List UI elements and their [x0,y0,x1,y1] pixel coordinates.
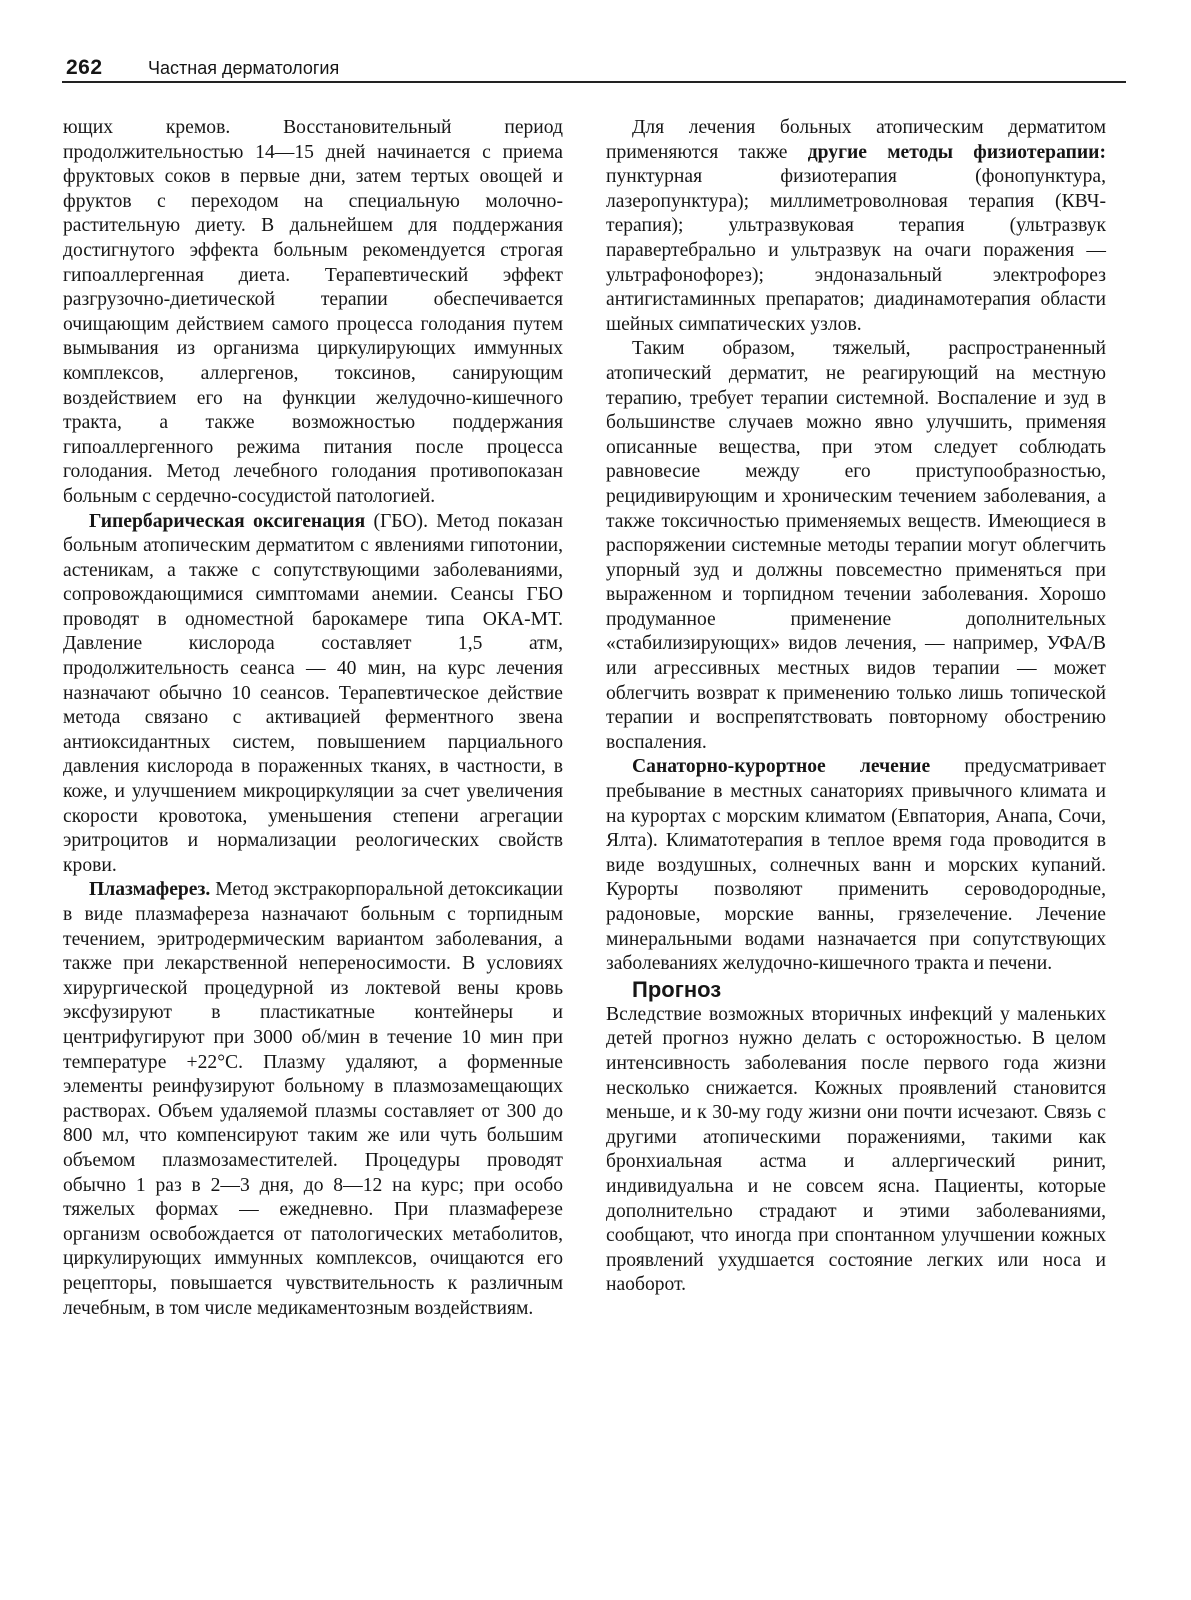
paragraph-hyperbaric-text: (ГБО). Метод показан больным атопическим дерматитом с явлениями гипотонии, астеникам, а также с сопутствующими заболеваниями, сопровождающимися симптомами анемии. Сеансы ГБО проводят в одноместной барокамере типа ОКА-МТ. Давление кислорода составляет 1,5 атм, продолжительность сеанса — 40 мин, на курс лечения назначают обычно 10 сеансов. Терапевтическое действие метода связано с активацией ферментного звена антиоксидантных систем, повышением парциального давления кислорода в пораженных тканях, в частности, в коже, и улучшением микроциркуляции за счет увеличения скорости кровотока, уменьшения степени агрегации эритроцитов и нормализации реологических свойств крови. [63,510,563,876]
paragraph-physiotherapy [606,116,1106,337]
left-column [63,116,563,1321]
paragraph-physiotherapy-intro: Для лечения больных атопическим дерматитом применяются также [606,117,1106,163]
paragraph-hyperbaric-oxygenation [63,510,563,879]
paragraph-sanatorium [606,755,1106,976]
section-heading-prognosis: Прогноз [632,976,722,1002]
running-title: Частная дерматология [148,58,340,78]
paragraph-diet-recovery: ющих кремов. Восстановительный период продолжительностью 14—15 дней начинается с приема фруктовых соков в первые дни, затем тертых овощей и фруктов с переходом на специальную молочно-растительную диету. В дальнейшем для поддержания достигнутого эффекта больным рекомендуется строгая гипоаллергенная диета. Терапевтический эффект разгрузочно-диетической терапии обеспечивается очищающим действием самого процесса голодания путем вымывания из организма циркулирующих иммунных комплексов, аллергенов, токсинов, санирующим воздействием его на функции желудочно-кишечного тракта, а также возможностью поддержания гипоаллергенного режима питания после процесса голодания. Метод лечебного голодания противопоказан больным с сердечно-сосудистой патологией. [63,117,563,507]
paragraph-systemic-therapy: Таким образом, тяжелый, распространенный атопический дерматит, не реагирующий на местную терапию, требует терапии системной. Воспаление и зуд в большинстве случаев можно явно улучшить, применяя описанные вещества, при этом следует соблюдать равновесие между его приступообразностью, рецидивирующим и хроническим течением заболевания, а также токсичностью применяемых веществ. Имеющиеся в распоряжении системные методы терапии могут облегчить упорный зуд и должны повсеместно применяться при выраженном и торпидном течении заболевания. Хорошо продуманное применение дополнительных «стабилизирующих» видов лечения, — например, УФА/В или агрессивных местных видов терапии — может облегчить возврат к применению только лишь топической терапии и воспрепятствовать повторному обострению воспаления. [606,338,1106,753]
right-column [606,116,1106,1298]
paragraph-sanatorium-text: предусматривает пребывание в местных санаториях привычного климата и на курортах с морским климатом (Евпатория, Анапа, Сочи, Ялта). Климатотерапия в теплое время года проводится в виде воздушных, солнечных ванн и морских купаний. Курорты позволяют применить сероводородные, радоновые, морские ванны, грязелечение. Лечение минеральными водами назначается при сопутствующих заболеваниях желудочно-кишечного тракта и печени. [606,756,1106,975]
paragraph-physiotherapy-text: пунктурная физиотерапия (фонопунктура, лазеропунктура); миллиметроволновая терапия (КВЧ-терапия); ультразвуковая терапия (ультразвук паравертебрально и ультразвук на очаги поражения — ультрафонофорез); эндоназальный электрофорез антигистаминных препаратов; диадинамотерапия области шейных симпатических узлов. [606,166,1106,335]
term-sanatorium-treatment: Санаторно-курортное лечение [632,756,931,778]
term-hyperbaric-oxygenation: Гипербарическая оксигенация [89,510,366,532]
header-rule [62,81,1126,83]
term-other-physiotherapy: другие методы физиотерапии: [807,141,1106,163]
page-header [62,54,1128,84]
paragraph-plasmapheresis-text: Метод экстракорпоральной детоксикации в виде плазмафереза назначают больным с торпидным течением, эритродермическим вариантом заболевания, а также при лекарственной непереносимости. В условиях хирургической процедурной из локтевой вены кровь эксфузируют в пластикатные контейнеры и центрифугируют при 3000 об/мин в течение 10 мин при температуре +22°С. Плазму удаляют, а форменные элементы реинфузируют больному в плазмозамещающих растворах. Объем удаляемой плазмы составляет от 300 до 800 мл, что компенсируют таким же или чуть большим объемом плазмозаместителей. Процедуры проводят обычно 1 раз в 2—3 дня, до 8—12 на курс; при особо тяжелых формах — ежедневно. При плазмаферезе организм освобождается от патологических метаболитов, циркулирующих иммунных комплексов, очищаются его рецепторы, повышается чувствительность к различным лечебным, в том числе медикаментозным воздействиям. [63,879,563,1319]
paragraph-plasmapheresis [63,878,563,1321]
paragraph-prognosis: Вследствие возможных вторичных инфекций у маленьких детей прогноз нужно делать с осторожностью. В целом интенсивность заболевания после первого года жизни несколько снижается. Кожных проявлений становится меньше, и к 30-му году жизни они почти исчезают. Связь с другими атопическими поражениями, такими как бронхиальная астма и аллергический ринит, индивидуальна и не совсем ясна. Пациенты, которые дополнительно страдают и этими заболеваниями, сообщают, что иногда при спонтанном улучшении кожных проявлений ухудшается состояние легких или носа и наоборот. [606,1003,1106,1296]
term-plasmapheresis: Плазмаферез. [89,879,211,901]
page-number: 262 [66,56,103,79]
